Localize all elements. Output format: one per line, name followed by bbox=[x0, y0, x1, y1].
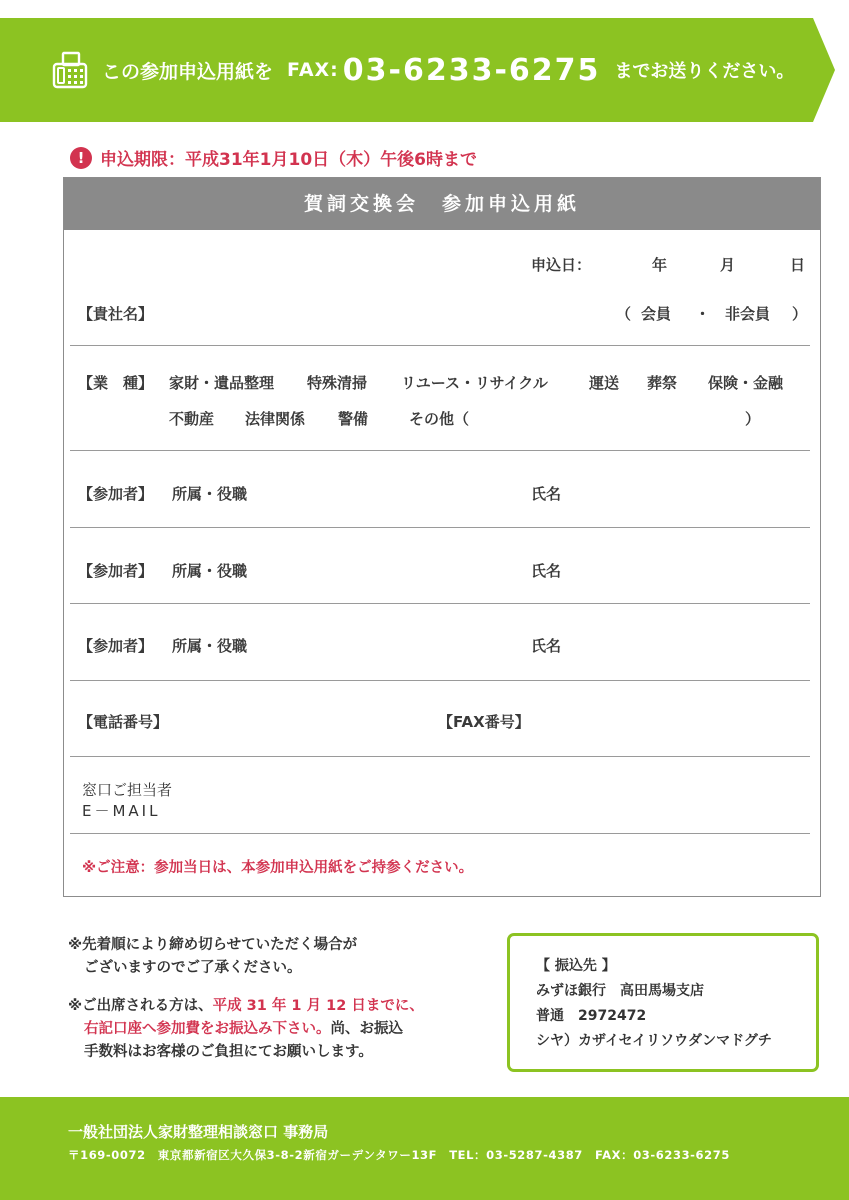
apply-date-label: 申込日： bbox=[531, 256, 592, 274]
caution-text: ※ご注意：参加当日は、本参加申込用紙をご持参ください。 bbox=[82, 860, 474, 876]
industry-option[interactable]: 法律関係 bbox=[245, 410, 306, 428]
industry-option[interactable]: 葬祭 bbox=[647, 374, 678, 392]
deadline-text: 申込期限：平成31年1月10日（木）午後6時まで bbox=[100, 150, 477, 170]
participant-label: 【参加者】 bbox=[78, 485, 154, 503]
note-line: ※先着順により締め切らせていただく場合が bbox=[68, 937, 358, 953]
participant-label: 【参加者】 bbox=[78, 562, 154, 580]
banner-fax-number: 03-6233-6275 bbox=[342, 52, 601, 88]
footer-address: 〒169-0072 東京都新宿区大久保3-8-2新宿ガーデンタワー13F TEL：03-5287-4387 FAX：03-6233-6275 bbox=[68, 1148, 730, 1162]
exclamation-icon: ! bbox=[70, 147, 92, 169]
fax-icon bbox=[52, 51, 88, 89]
participant-name-label: 氏名 bbox=[531, 562, 562, 580]
note-text: 尚、お振込 bbox=[330, 1021, 403, 1037]
divider bbox=[70, 833, 810, 834]
note-highlight: 平成 31 年 1 月 12 日までに、 bbox=[212, 998, 424, 1014]
member-open-paren: （ bbox=[616, 305, 632, 323]
application-form bbox=[63, 177, 821, 897]
apply-day-label: 日 bbox=[790, 256, 806, 274]
bank-title: 【 振込先 】 bbox=[536, 958, 616, 974]
deadline-notice bbox=[70, 145, 477, 170]
banner-content bbox=[52, 18, 794, 122]
industry-other-option[interactable]: その他（ bbox=[409, 410, 470, 428]
industry-option[interactable]: 保険・金融 bbox=[708, 374, 784, 392]
divider bbox=[70, 603, 810, 604]
member-option[interactable]: 会員 bbox=[641, 305, 672, 323]
industry-option[interactable]: 家財・遺品整理 bbox=[169, 374, 275, 392]
bank-branch: みずほ銀行 高田馬場支店 bbox=[536, 983, 704, 999]
contact-person-label: 窓口ご担当者 bbox=[82, 781, 173, 799]
divider bbox=[70, 756, 810, 757]
apply-month-label: 月 bbox=[720, 256, 736, 274]
note-line bbox=[68, 995, 424, 1018]
industry-option[interactable]: 運送 bbox=[589, 374, 620, 392]
participant-dept-label: 所属・役職 bbox=[172, 485, 248, 503]
participant-label: 【参加者】 bbox=[78, 637, 154, 655]
note-line: ございますのでご了承ください。 bbox=[84, 960, 302, 976]
email-label: E－MAIL bbox=[82, 802, 161, 820]
bank-transfer-box bbox=[507, 933, 819, 1072]
note-highlight: 右記口座へ参加費をお振込み下さい。 bbox=[84, 1021, 331, 1037]
participant-dept-label: 所属・役職 bbox=[172, 637, 248, 655]
divider bbox=[70, 345, 810, 346]
member-close-paren: ） bbox=[792, 305, 808, 323]
company-label: 【貴社名】 bbox=[78, 305, 154, 323]
banner-fax-label: FAX: bbox=[287, 59, 339, 81]
notes bbox=[68, 934, 424, 1064]
divider bbox=[70, 680, 810, 681]
fax-banner bbox=[0, 18, 835, 122]
member-separator: ・ bbox=[695, 305, 711, 323]
industry-option[interactable]: 警備 bbox=[338, 410, 369, 428]
note-text: ※ご出席される方は、 bbox=[68, 998, 213, 1014]
banner-tail-text: までお送りください。 bbox=[614, 61, 795, 82]
industry-option[interactable]: 不動産 bbox=[169, 410, 215, 428]
participant-name-label: 氏名 bbox=[531, 485, 562, 503]
industry-other-close: ） bbox=[745, 410, 761, 428]
divider bbox=[70, 527, 810, 528]
bank-holder: シヤ）カザイセイリソウダンマドグチ bbox=[536, 1033, 772, 1049]
non-member-option[interactable]: 非会員 bbox=[725, 305, 771, 323]
phone-label: 【電話番号】 bbox=[78, 713, 169, 731]
divider bbox=[70, 450, 810, 451]
footer-organization: 一般社団法人家財整理相談窓口 事務局 bbox=[68, 1123, 329, 1141]
apply-year-label: 年 bbox=[652, 256, 668, 274]
form-title: 賀詞交換会 参加申込用紙 bbox=[64, 178, 820, 230]
participant-name-label: 氏名 bbox=[531, 637, 562, 655]
fax-number-label: 【FAX番号】 bbox=[438, 713, 530, 731]
note-line: 手数料はお客様のご負担にてお願いします。 bbox=[84, 1044, 373, 1060]
industry-label: 【業 種】 bbox=[78, 374, 154, 392]
note-line bbox=[68, 1018, 424, 1041]
participant-dept-label: 所属・役職 bbox=[172, 562, 248, 580]
industry-option[interactable]: 特殊清掃 bbox=[307, 374, 368, 392]
banner-lead-text: この参加申込用紙を bbox=[102, 60, 274, 83]
bank-account: 普通 2972472 bbox=[536, 1008, 647, 1024]
footer bbox=[0, 1097, 849, 1200]
industry-option[interactable]: リユース・リサイクル bbox=[401, 374, 548, 392]
